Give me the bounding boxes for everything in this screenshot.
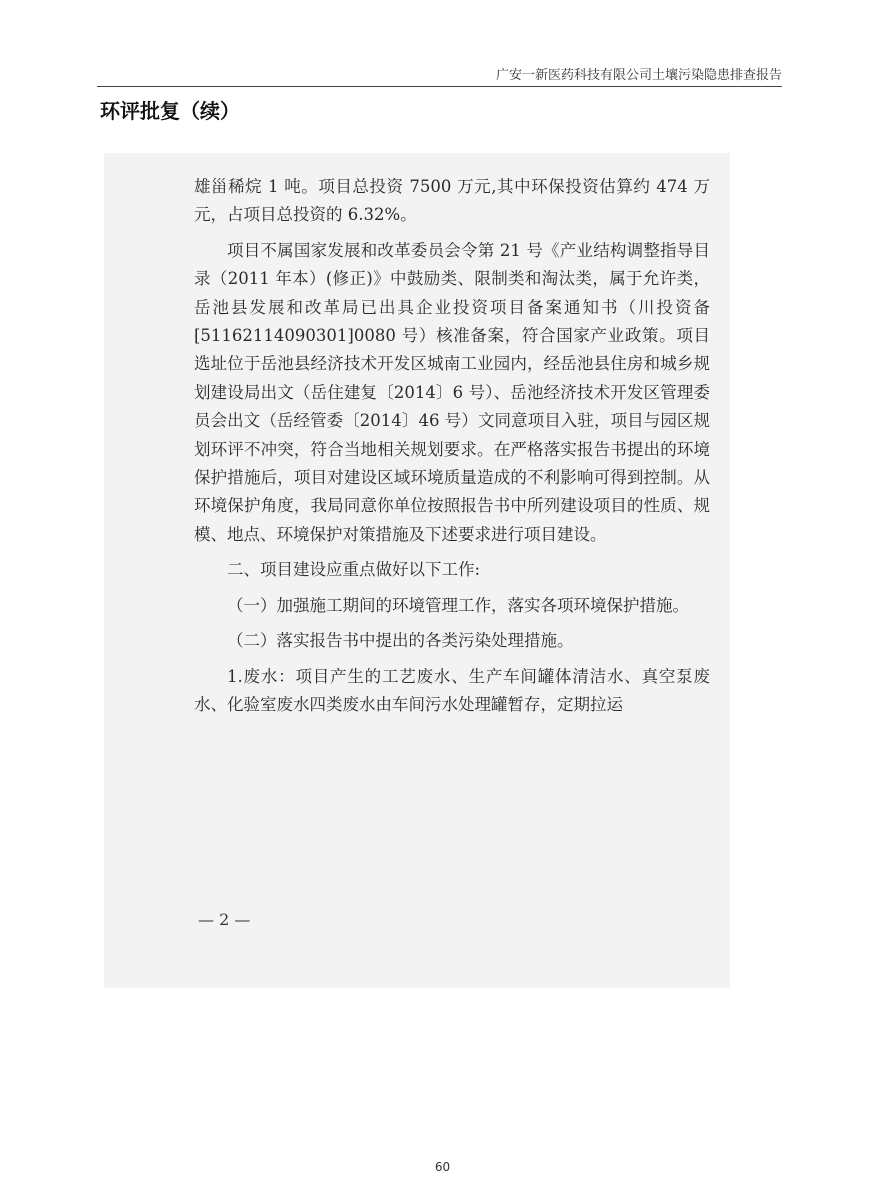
page-number: 60 (434, 1160, 451, 1174)
header-divider (97, 86, 782, 87)
scanned-document-image (104, 153, 730, 988)
report-header-title: 广安一新医药科技有限公司土壤污染隐患排查报告 (495, 68, 782, 83)
paragraph-item-one: （一）加强施工期间的环境管理工作，落实各项环境保护措施。 (227, 595, 689, 615)
paragraph-section-two: 二、项目建设应重点做好以下工作: (227, 560, 481, 580)
scan-page-number: — 2 — (198, 910, 251, 929)
paragraph-item-two: （二）落实报告书中提出的各类污染处理措施。 (227, 631, 574, 651)
paragraph-policy: 项目不属国家发展和改革委员会令第 21 号《产业结构调整指导目录（2011 年本）(修正)》中鼓励类、限制类和淘汰类，属于允许类，岳池县发展和改革局已出具企业投资项目备案通知书（川投资备[51162114090301]0080 号）核准备案，符合国家产业政策。项目选址位于岳池县经济技术开发区城南工业园内，经岳池县住房和城乡规划建设局出文（岳住建复〔2014〕6 号）、岳池经济技术开发区管理委员会出文（岳经管委〔2014〕46 号）文同意项目入驻，项目与园区规划环评不冲突，符合当地相关规划要求。在严格落实报告书提出的环境保护措施后，项目对建设区域环境质量造成的不利影响可得到控制。从环境保护角度，我局同意你单位按照报告书中所列建设项目的性质、规模、地点、环境保护对策措施及下述要求进行项目建设。 (194, 240, 710, 544)
section-heading: 环评批复（续） (100, 99, 240, 123)
paragraph-investment: 雄甾稀烷 1 吨。项目总投资 7500 万元,其中环保投资估算约 474 万元，占项目总投资的 6.32%。 (194, 177, 710, 225)
scanned-text-block (194, 173, 710, 719)
paragraph-wastewater: 1.废水：项目产生的工艺废水、生产车间罐体清洁水、真空泵废水、化验室废水四类废水由车间污水处理罐暂存，定期拉运 (194, 666, 710, 714)
